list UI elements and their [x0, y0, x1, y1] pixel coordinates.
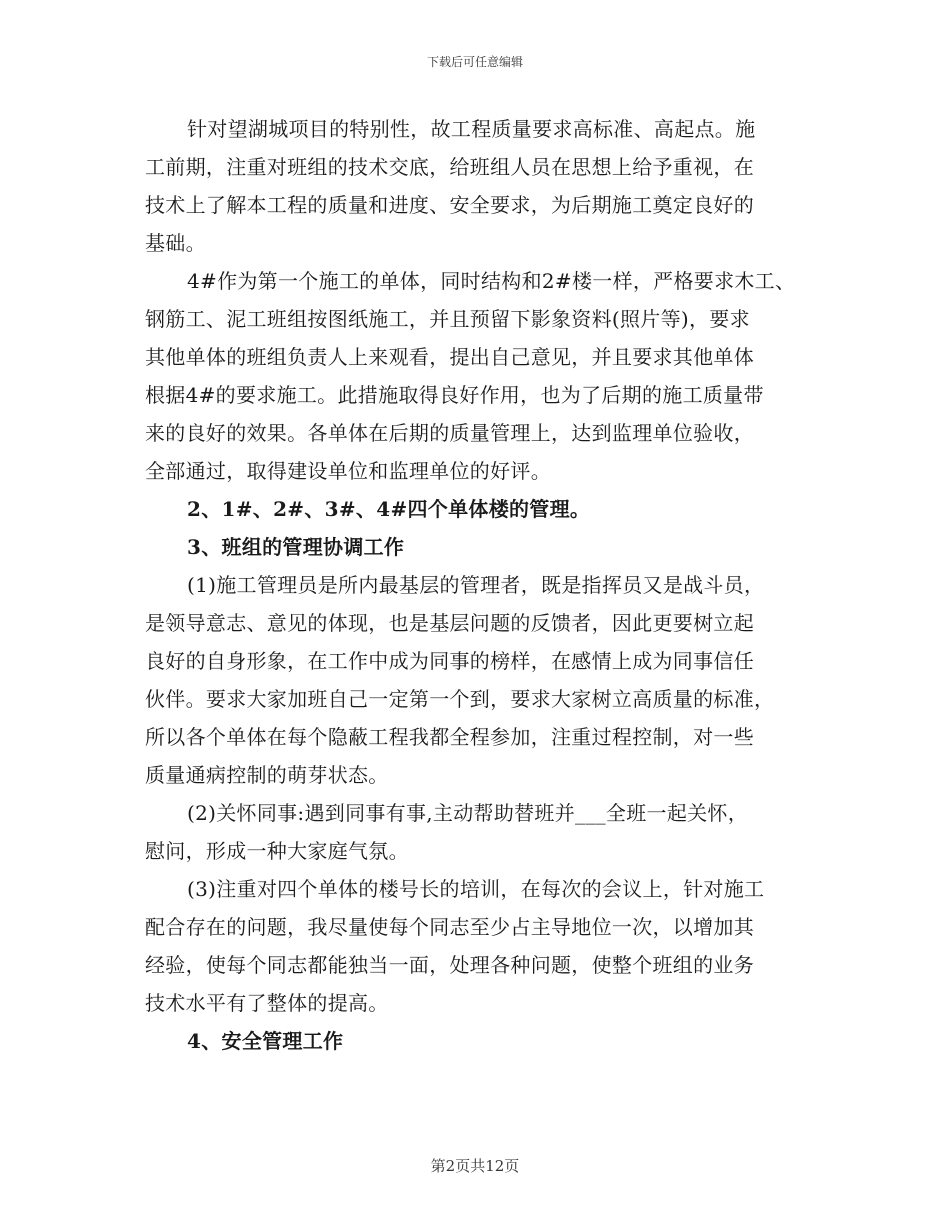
paragraph-line: (3)注重对四个单体的楼号长的培训，在每次的会议上，针对施工 — [187, 877, 765, 901]
document-body — [145, 110, 810, 1060]
paragraph-line: 技术水平有了整体的提高。 — [145, 991, 389, 1015]
paragraph-line: 配合存在的问题，我尽量使每个同志至少占主导地位一次，以增加其 — [145, 915, 754, 939]
paragraph-line: 技术上了解本工程的质量和进度、安全要求，为后期施工奠定良好的 — [145, 193, 754, 217]
paragraph-line: 伙伴。要求大家加班自己一定第一个到，要求大家树立高质量的标准， — [145, 687, 775, 711]
paragraph-line: (1)施工管理员是所内最基层的管理者，既是指挥员又是战斗员， — [187, 573, 765, 597]
paragraph-line: 钢筋工、泥工班组按图纸施工，并且预留下影象资料(照片等)，要求 — [145, 307, 750, 331]
page-header-note: 下载后可任意编辑 — [426, 55, 523, 69]
paragraph-line: 工前期，注重对班组的技术交底，给班组人员在思想上给予重视，在 — [145, 155, 754, 179]
page-number: 第2页共12页 — [430, 1157, 520, 1175]
paragraph-line: 基础。 — [145, 231, 206, 255]
paragraph-line: (2)关怀同事:遇到同事有事,主动帮助替班并___全班一起关怀， — [187, 801, 749, 825]
paragraph-line: 所以各个单体在每个隐蔽工程我都全程参加，注重过程控制，对一些 — [145, 725, 754, 749]
paragraph-line: 4#作为第一个施工的单体，同时结构和2#楼一样，严格要求木工、 — [187, 269, 796, 293]
section-heading: 4、安全管理工作 — [187, 1029, 344, 1053]
paragraph-line: 慰问，形成一种大家庭气氛。 — [145, 839, 409, 863]
paragraph-line: 来的良好的效果。各单体在后期的质量管理上，达到监理单位验收， — [145, 421, 754, 445]
paragraph-line: 其他单体的班组负责人上来观看，提出自己意见，并且要求其他单体 — [145, 345, 754, 369]
paragraph-line: 经验，使每个同志都能独当一面，处理各种问题，使整个班组的业务 — [145, 953, 754, 977]
section-heading: 3、班组的管理协调工作 — [187, 535, 405, 559]
section-heading: 2、1#、2#、3#、4#四个单体楼的管理。 — [187, 497, 591, 521]
paragraph-line: 针对望湖城项目的特别性，故工程质量要求高标准、高起点。施 — [187, 117, 756, 141]
paragraph-line: 质量通病控制的萌芽状态。 — [145, 763, 389, 787]
paragraph-line: 全部通过，取得建设单位和监理单位的好评。 — [145, 459, 551, 483]
paragraph-line: 良好的自身形象，在工作中成为同事的榜样，在感情上成为同事信任 — [145, 649, 754, 673]
paragraph-line: 是领导意志、意见的体现，也是基层问题的反馈者，因此更要树立起 — [145, 611, 754, 635]
paragraph-line: 根据4#的要求施工。此措施取得良好作用，也为了后期的施工质量带 — [145, 383, 764, 407]
